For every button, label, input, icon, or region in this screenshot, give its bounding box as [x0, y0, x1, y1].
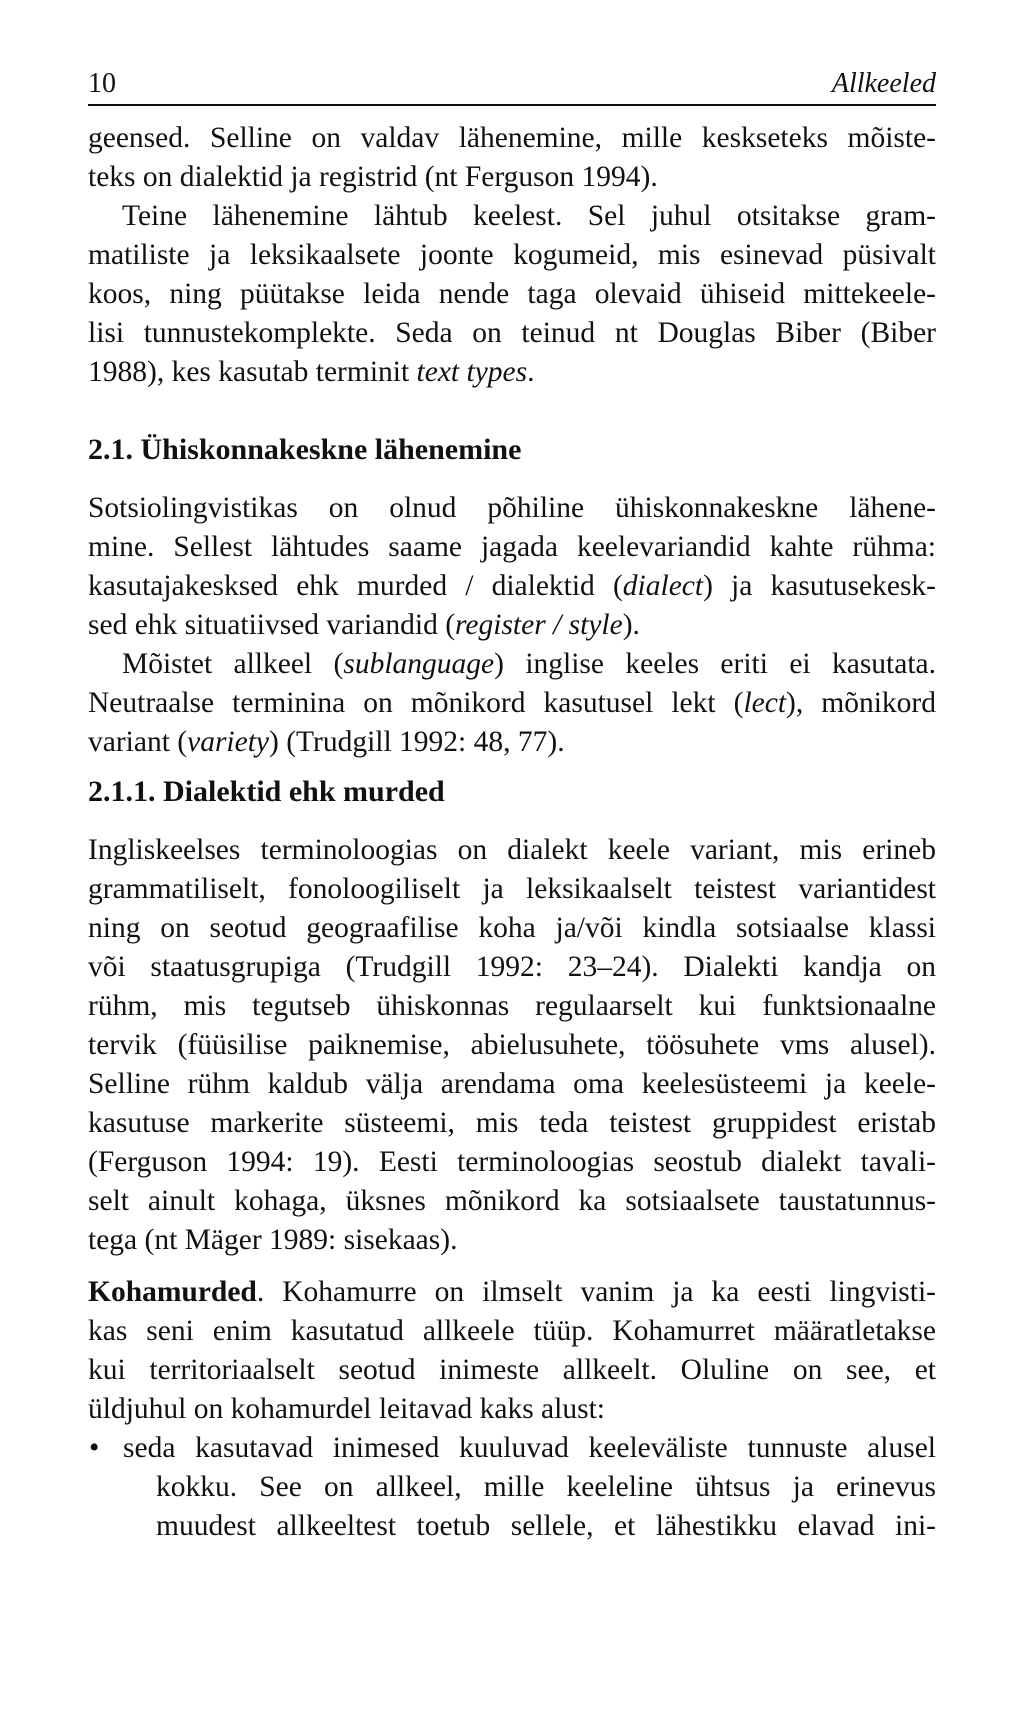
text-fragment: . [527, 356, 535, 388]
text-line: geensed. Selline on valdav lähenemine, mille keskseteks mõiste- [88, 122, 936, 154]
subsection-heading: 2.1.1. Dialektid ehk murded [88, 775, 445, 808]
text-line: kasutuse markerite süsteemi, mis teda teistest gruppidest eristab [88, 1107, 936, 1139]
run-in-heading: Kohamurded [88, 1276, 257, 1308]
text-line: Ingliskeelses terminoloogias on dialekt keele variant, mis erineb [88, 834, 936, 866]
text-line: Sotsiolingvistikas on olnud põhiline ühiskonnakeskne lähene- [88, 492, 936, 524]
text-line: tega (nt Mäger 1989: sisekaas). [88, 1224, 458, 1256]
text-line: lisi tunnustekomplekte. Seda on teinud nt Douglas Biber (Biber [88, 317, 936, 349]
text-fragment: variant ( [88, 726, 188, 758]
text-line: kui territoriaalselt seotud inimeste allkeelt. Oluline on see, et [88, 1354, 936, 1386]
text-fragment: ) (Trudgill 1992: 48, 77). [269, 726, 565, 758]
text-line: (Ferguson 1994: 19). Eesti terminoloogias seostub dialekt tavali- [88, 1146, 936, 1178]
text-line [88, 566, 936, 606]
text-line: Teine lähenemine lähtub keelest. Sel juhul otsitakse gram- [122, 200, 936, 232]
bullet-icon: • [89, 1432, 100, 1464]
italic-term: variety [187, 726, 270, 758]
italic-term: register / style [455, 609, 623, 641]
page-number: 10 [88, 68, 116, 99]
text-line: grammatiliselt, fonoloogiliselt ja leksikaalselt teistest variantidest [88, 873, 936, 905]
italic-term: text types [416, 356, 528, 388]
section-heading: 2.1. Ühiskonnakeskne lähenemine [88, 433, 522, 466]
text-fragment: . Kohamurre on ilmselt vanim ja ka eesti lingvisti- [256, 1276, 936, 1308]
text-line [88, 722, 936, 762]
text-line: kas seni enim kasutatud allkeele tüüp. Kohamurret määratletakse [88, 1315, 936, 1347]
text-line [88, 352, 936, 392]
list-item-line: muudest allkeeltest toetub sellele, et lähestikku elavad ini- [156, 1510, 936, 1542]
text-fragment: kasutajakesksed ehk murded / dialektid ( [88, 570, 623, 602]
text-fragment: ), mõnikord [786, 687, 936, 719]
text-fragment: ). [622, 609, 640, 641]
text-fragment: 1988), kes kasutab terminit [88, 356, 417, 388]
text-line: matiliste ja leksikaalsete joonte kogumeid, mis esinevad püsivalt [88, 239, 936, 271]
page-header [88, 64, 936, 106]
text-line: ning on seotud geograafilise koha ja/või kindla sotsiaalse klassi [88, 912, 936, 944]
text-fragment: Mõistet allkeel ( [122, 648, 344, 680]
text-fragment: sed ehk situatiivsed variandid ( [88, 609, 456, 641]
text-line [88, 683, 936, 723]
italic-term: sublanguage [343, 648, 495, 680]
italic-term: dialect [622, 570, 704, 602]
text-line: selt ainult kohaga, üksnes mõnikord ka sotsiaalsete taustatunnus- [88, 1185, 936, 1217]
text-line: või staatusgrupiga (Trudgill 1992: 23–24). Dialekti kandja on [88, 951, 936, 983]
text-line: mine. Sellest lähtudes saame jagada keelevariandid kahte rühma: [88, 531, 936, 563]
text-line [122, 644, 936, 684]
text-line [88, 605, 936, 645]
list-item-line: kokku. See on allkeel, mille keeleline ühtsus ja erinevus [156, 1471, 936, 1503]
text-fragment: ) inglise keeles eriti ei kasutata. [494, 648, 937, 680]
text-line [88, 1272, 936, 1312]
list-item-line: seda kasutavad inimesed kuuluvad keeleväliste tunnuste alusel [123, 1432, 936, 1464]
text-line: Selline rühm kaldub välja arendama oma keelesüsteemi ja keele- [88, 1068, 936, 1100]
text-fragment: Neutraalse terminina on mõnikord kasutusel lekt ( [88, 687, 744, 719]
text-line: tervik (füüsilise paiknemise, abielusuhete, töösuhete vms alusel). [88, 1029, 936, 1061]
italic-term: lect [743, 687, 787, 719]
text-line: rühm, mis tegutseb ühiskonnas regulaarselt kui funktsionaalne [88, 990, 936, 1022]
text-line: üldjuhul on kohamurdel leitavad kaks alust: [88, 1393, 605, 1425]
running-title: Allkeeled [831, 68, 936, 99]
text-line: teks on dialektid ja registrid (nt Ferguson 1994). [88, 161, 658, 193]
text-line: koos, ning püütakse leida nende taga olevaid ühiseid mittekeele- [88, 278, 936, 310]
text-fragment: ) ja kasutusekesk- [703, 570, 936, 602]
